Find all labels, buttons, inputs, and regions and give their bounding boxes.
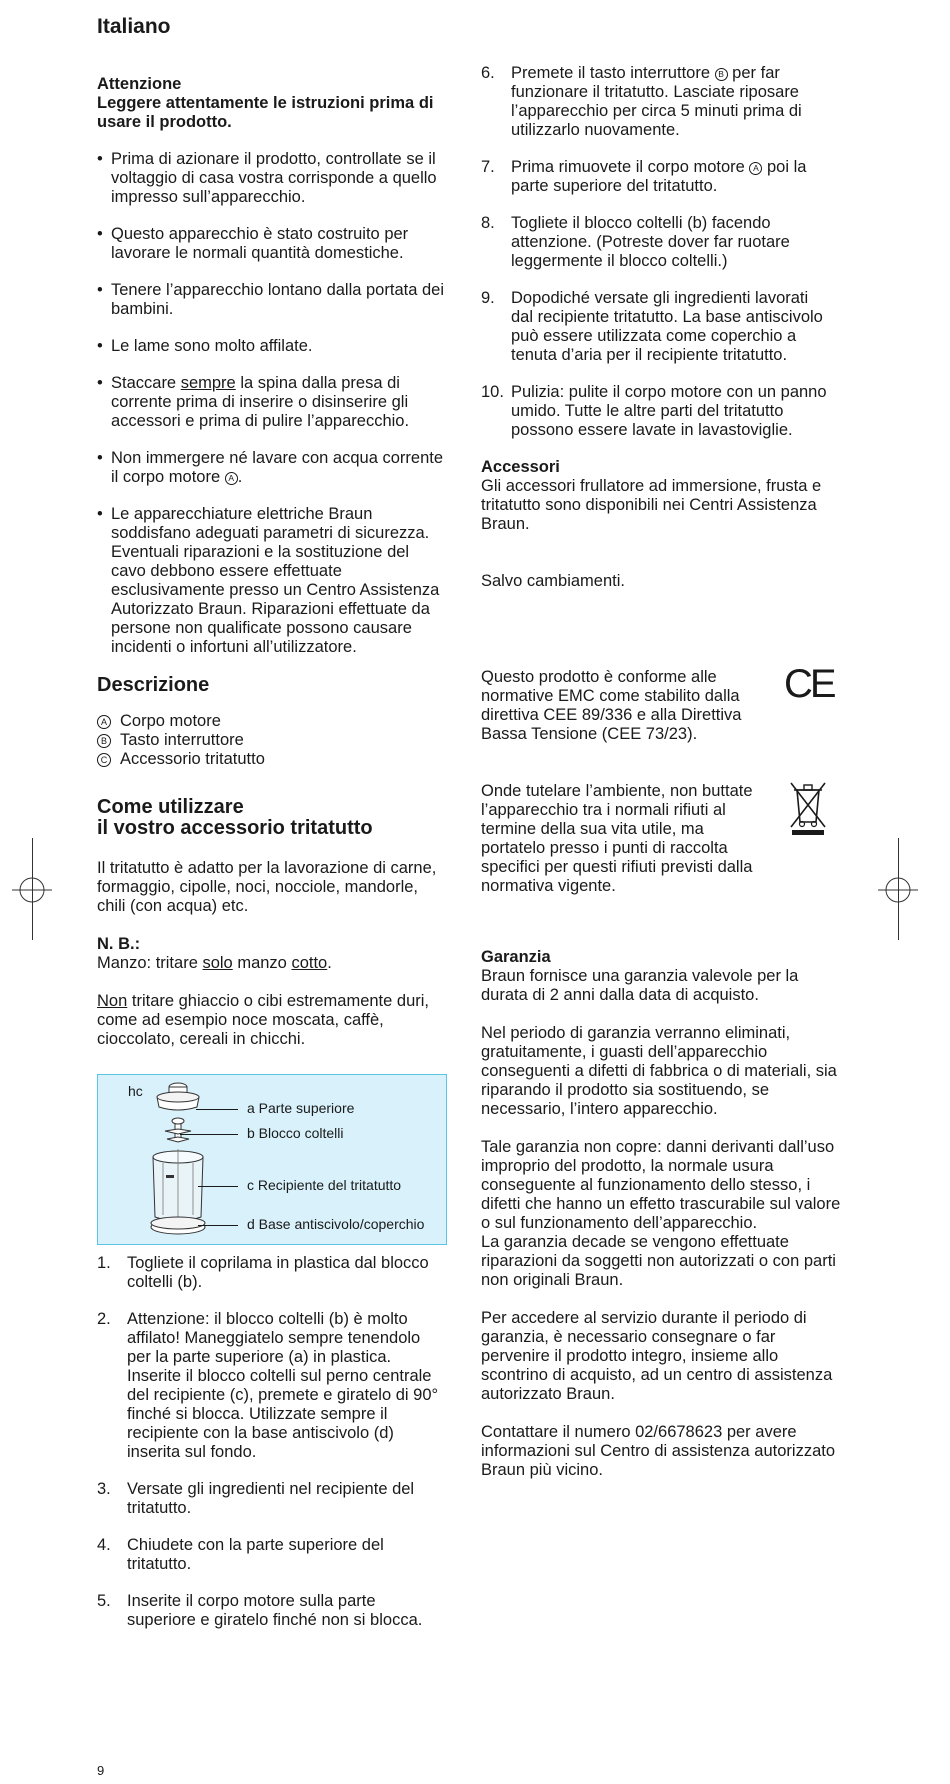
symbol-b: B (97, 734, 111, 748)
left-column (97, 14, 447, 1049)
usage-intro: Il tritatutto è adatto per la lavorazione di carne, formaggio, cipolle, noci, nocciole, mandorle, chili (con acqua) etc. (97, 859, 437, 915)
accessories-heading: Accessori (481, 458, 560, 476)
right-column (481, 64, 841, 591)
warning-item: • Le lame sono molto affilate. (97, 337, 447, 356)
warning-section (97, 75, 447, 657)
warning-item: • Tenere l’apparecchio lontano dalla portata dei bambini. (97, 281, 447, 319)
usage-heading-line1: Come utilizzare (97, 796, 244, 818)
step-item: 1. Togliete il coprilama in plastica dal blocco coltelli (b). (97, 1254, 429, 1291)
usage-heading-line2: il vostro accessorio tritatutto (97, 817, 373, 839)
warranty-section (481, 948, 841, 1480)
usage-section (97, 797, 447, 1049)
description-item: C Accessorio tritatutto (97, 750, 447, 769)
warning-item: • Staccare sempre la spina dalla presa di corrente prima di inserire o disinserire gli accessori e prima di pulire l’apparecchio. (97, 374, 447, 431)
weee-bin-icon (788, 780, 828, 836)
warranty-heading: Garanzia (481, 948, 551, 966)
non-line: Non tritare ghiaccio o cibi estremamente duri, come ad esempio noce moscata, caffè, cioccolato, cereali in chicchi. (97, 992, 429, 1048)
steps-left (97, 1254, 447, 1648)
description-section (97, 675, 447, 769)
figure-label-d: d Base antiscivolo/coperchio (247, 1216, 425, 1232)
figure-code: hc (128, 1083, 143, 1099)
symbol-a: A (749, 162, 762, 175)
step-item: 10. Pulizia: pulite il corpo motore con un panno umido. Tutte le altre parti del tritatutto possono essere lavate in lavastoviglie. (481, 383, 827, 439)
accessories-section (481, 458, 841, 534)
ce-mark-icon: CE (784, 662, 834, 706)
figure-label-a: a Parte superiore (247, 1100, 355, 1116)
warning-heading: Attenzione (97, 75, 182, 93)
warranty-paragraph: Contattare il numero 02/6678623 per avere informazioni sul Centro di assistenza autorizzato Braun più vicino. (481, 1423, 836, 1479)
description-list (97, 712, 447, 769)
symbol-a: A (97, 715, 111, 729)
accessories-text: Gli accessori frullatore ad immersione, frusta e tritatutto sono disponibili nei Centri Assistenza Braun. (481, 477, 822, 533)
symbol-b: B (715, 68, 728, 81)
warranty-paragraph: La garanzia decade se vengono effettuate riparazioni da soggetti non autorizzati o con parti non originali Braun. (481, 1233, 836, 1289)
figure-leader-line (180, 1134, 238, 1135)
step-item: 5. Inserite il corpo motore sulla parte superiore e giratelo finché non si blocca. (97, 1592, 423, 1629)
step-item: 2. Attenzione: il blocco coltelli (b) è molto affilato! Maneggiatelo sempre tenendolo per la parte superiore (a) in plastica. Inserite il blocco coltelli sul perno centrale del recipiente (c), premete e giratelo di 90° finché si blocca. Utilizzate sempre il recipiente con la base antiscivolo (d) inserita sul fondo. (97, 1310, 439, 1461)
environment-notice: Onde tutelare l’ambiente, non buttate l’apparecchio tra i normali rifiuti al termine della sua vita utile, ma portatelo presso i punti di raccolta specifici per questi rifiuti previsti dalla normativa vigente. (481, 782, 753, 895)
step-item: 9. Dopodiché versate gli ingredienti lavorati dal recipiente tritatutto. La base antiscivolo può essere utilizzata come coperchio a tenuta d’aria per il recipiente tritatutto. (481, 289, 823, 364)
nb-heading: N. B.: (97, 935, 141, 953)
warning-item: • Questo apparecchio è stato costruito per lavorare le normali quantità domestiche. (97, 225, 447, 263)
symbol-c: C (97, 753, 111, 767)
subject-to-change: Salvo cambiamenti. (481, 572, 625, 590)
step-item: 4. Chiudete con la parte superiore del tritatutto. (97, 1536, 384, 1573)
steps-right (481, 64, 831, 440)
warranty-paragraph: Nel periodo di garanzia verranno eliminati, gratuitamente, i guasti dell’apparecchio conseguenti a difetti di fabbrica o di materiali, sia riparando il prodotto sia sostituendo, se necessario, l’intero apparecchio. (481, 1024, 837, 1118)
step-item: 7. Prima rimuovete il corpo motore A poi la parte superiore del tritatutto. (481, 158, 807, 195)
chopper-illustration (143, 1079, 213, 1244)
warning-item: • Le apparecchiature elettriche Braun soddisfano adeguati parametri di sicurezza. Eventuali riparazioni e la sostituzione del cavo debbono essere effettuate esclusivamente presso un Centro Assistenza Autorizzato Braun. Riparazioni effettuate da persone non qualificate possono causare incidenti o infortuni all’utilizzatore. (97, 505, 447, 657)
page-number: 9 (97, 1763, 105, 1778)
figure-leader-line (198, 1225, 238, 1226)
warning-item: • Prima di azionare il prodotto, controllate se il voltaggio di casa vostra corrisponde a quello impresso sull’apparecchio. (97, 150, 447, 207)
figure-leader-line (196, 1109, 238, 1110)
registration-line-left (32, 838, 33, 940)
warranty-paragraph: Tale garanzia non copre: danni derivanti dall’uso improprio del prodotto, la normale usura conseguente al funzionamento dello stesso, i difetti che hanno un effetto trascurabile sul valore o sul funzionamento dell’apparecchio. (481, 1138, 841, 1232)
chopper-figure (97, 1074, 447, 1245)
description-item: B Tasto interruttore (97, 731, 447, 750)
figure-label-b: b Blocco coltelli (247, 1125, 344, 1141)
warranty-paragraph: Braun fornisce una garanzia valevole per la durata di 2 anni dalla data di acquisto. (481, 967, 799, 1004)
nb-line: Manzo: tritare solo manzo cotto. (97, 954, 332, 972)
figure-label-c: c Recipiente del tritatutto (247, 1177, 402, 1193)
figure-leader-line (198, 1186, 238, 1187)
step-item: 8. Togliete il blocco coltelli (b) facendo attenzione. (Potreste dover far ruotare leggermente il blocco coltelli.) (481, 214, 790, 270)
warning-item: • Non immergere né lavare con acqua corrente il corpo motore A . (97, 449, 447, 487)
step-item: 6. Premete il tasto interruttore B per far funzionare il tritatutto. Lasciate riposare l’apparecchio per circa 5 minuti prima di utilizzarlo nuovamente. (481, 64, 802, 139)
step-item: 3. Versate gli ingredienti nel recipiente del tritatutto. (97, 1480, 415, 1517)
language-title: Italiano (97, 15, 171, 38)
warning-list (97, 150, 447, 657)
warning-subheading: Leggere attentamente le istruzioni prima di usare il prodotto. (97, 94, 434, 131)
description-heading: Descrizione (97, 674, 210, 696)
registration-line-right (898, 838, 899, 940)
warranty-paragraph: Per accedere al servizio durante il periodo di garanzia, è necessario consegnare o far pervenire il prodotto integro, insieme allo scontrino di acquisto, ad un centro di assistenza autorizzato Braun. (481, 1309, 833, 1403)
ce-notice-text: Questo prodotto è conforme alle normative EMC come stabilito dalla direttiva CEE 89/336 e alla Direttiva Bassa Tensione (CEE 73/23). (481, 668, 742, 743)
symbol-a: A (225, 472, 238, 485)
description-item: A Corpo motore (97, 712, 447, 731)
